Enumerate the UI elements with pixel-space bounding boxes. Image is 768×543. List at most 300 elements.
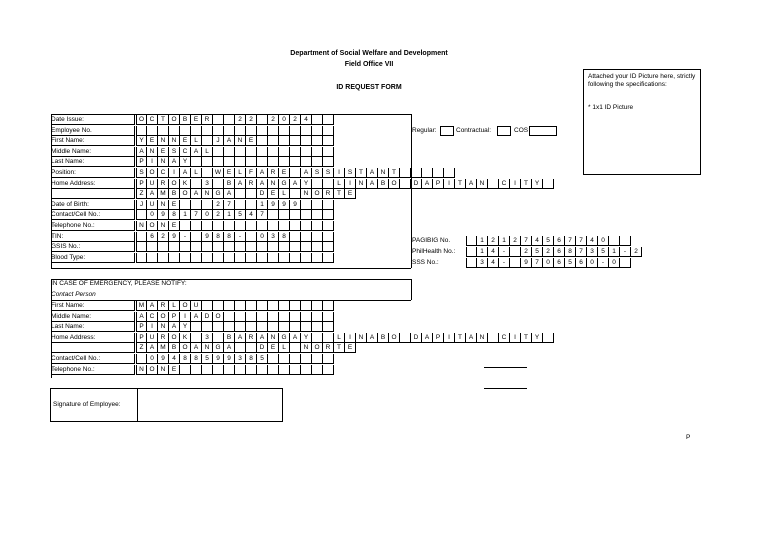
emergency-address-line2-cell[interactable]: E xyxy=(345,343,356,353)
emergency-telephone-no-cell[interactable] xyxy=(323,365,334,375)
date-of-birth-cell[interactable]: U xyxy=(147,200,158,210)
home-address-line1-cell[interactable] xyxy=(400,179,411,189)
home-address-line1-cell[interactable]: B xyxy=(224,179,235,189)
position-cell[interactable]: L xyxy=(235,168,246,178)
gsis-no-cell[interactable] xyxy=(235,242,246,252)
home-address-line1-cell[interactable]: A xyxy=(367,179,378,189)
philhealth-cell[interactable] xyxy=(510,247,521,257)
home-address-line1-cell[interactable] xyxy=(488,179,499,189)
middle-name-cell[interactable]: C xyxy=(180,147,191,157)
emergency-middle-name-cell[interactable]: A xyxy=(191,312,202,322)
emergency-first-name-cell[interactable] xyxy=(224,301,235,311)
date-issue-cell[interactable] xyxy=(224,115,235,125)
emergency-address-line2-cell[interactable] xyxy=(246,343,257,353)
emergency-last-name-cell[interactable] xyxy=(290,322,301,332)
blood-type-cell[interactable] xyxy=(257,253,268,263)
telephone-no-cell[interactable] xyxy=(213,221,224,231)
philhealth-cell[interactable]: 2 xyxy=(521,247,532,257)
date-of-birth-cell[interactable] xyxy=(246,200,257,210)
contact-no-cell[interactable] xyxy=(323,210,334,220)
tin-cell[interactable]: 6 xyxy=(147,232,158,242)
emergency-first-name-cell[interactable] xyxy=(235,301,246,311)
employee-no-cell[interactable] xyxy=(202,126,213,136)
emergency-address-line2-cell[interactable] xyxy=(235,343,246,353)
first-name-cell[interactable] xyxy=(301,136,312,146)
telephone-no-cell[interactable] xyxy=(202,221,213,231)
tin-cell[interactable]: 8 xyxy=(213,232,224,242)
emergency-middle-name-cell[interactable] xyxy=(224,312,235,322)
emergency-telephone-no-cell[interactable] xyxy=(191,365,202,375)
position-cell[interactable]: T xyxy=(389,168,400,178)
emergency-telephone-no-cell[interactable]: O xyxy=(147,365,158,375)
telephone-no-cell[interactable] xyxy=(279,221,290,231)
date-of-birth-cell[interactable] xyxy=(301,200,312,210)
telephone-no-cell[interactable] xyxy=(246,221,257,231)
emergency-middle-name-cell[interactable]: I xyxy=(180,312,191,322)
home-address-line1-cell[interactable]: 3 xyxy=(202,179,213,189)
date-of-birth-cell[interactable]: J xyxy=(136,200,147,210)
blood-type-cell[interactable] xyxy=(169,253,180,263)
emergency-contact-no-cell[interactable] xyxy=(323,354,334,364)
first-name-cell[interactable]: A xyxy=(224,136,235,146)
last-name-cell[interactable] xyxy=(279,157,290,167)
sss-cell[interactable]: 0 xyxy=(543,258,554,268)
home-address-line1-cell[interactable] xyxy=(543,179,554,189)
emergency-address-line1-cell[interactable]: N xyxy=(268,333,279,343)
emergency-middle-name-cell[interactable] xyxy=(301,312,312,322)
last-name-cell[interactable] xyxy=(323,157,334,167)
last-name-cell[interactable] xyxy=(224,157,235,167)
date-issue-cell[interactable] xyxy=(213,115,224,125)
emergency-address-line1-cell[interactable]: Y xyxy=(532,333,543,343)
blood-type-cell[interactable] xyxy=(147,253,158,263)
emergency-telephone-no-cell[interactable] xyxy=(235,365,246,375)
emergency-telephone-no-cell[interactable] xyxy=(301,365,312,375)
blood-type-cell[interactable] xyxy=(301,253,312,263)
sss-cell[interactable]: 5 xyxy=(565,258,576,268)
sss-cell[interactable]: - xyxy=(499,258,510,268)
gsis-no-cell[interactable] xyxy=(257,242,268,252)
pagibig-cell[interactable]: 6 xyxy=(554,236,565,246)
contact-no-cell[interactable] xyxy=(290,210,301,220)
position-cell[interactable]: A xyxy=(301,168,312,178)
emergency-address-line2-cell[interactable]: D xyxy=(257,343,268,353)
gsis-no-cell[interactable] xyxy=(323,242,334,252)
home-address-line1-cell[interactable]: R xyxy=(158,179,169,189)
middle-name-cell[interactable] xyxy=(268,147,279,157)
philhealth-cell[interactable]: 5 xyxy=(532,247,543,257)
cos-checkbox[interactable] xyxy=(529,126,557,136)
employee-no-cell[interactable] xyxy=(323,126,334,136)
philhealth-cell[interactable]: 3 xyxy=(587,247,598,257)
blood-type-cell[interactable] xyxy=(279,253,290,263)
emergency-contact-no-cell[interactable]: 8 xyxy=(191,354,202,364)
sss-cells[interactable] xyxy=(466,258,631,268)
first-name-cell[interactable]: J xyxy=(213,136,224,146)
position-cell[interactable] xyxy=(433,168,444,178)
emergency-address-line1-cell[interactable]: O xyxy=(389,333,400,343)
first-name-cell[interactable]: N xyxy=(169,136,180,146)
home-address-line1-cell[interactable]: D xyxy=(411,179,422,189)
pagibig-cell[interactable]: 7 xyxy=(576,236,587,246)
emergency-address-line1-cell[interactable]: L xyxy=(334,333,345,343)
emergency-last-name-cell[interactable] xyxy=(312,322,323,332)
gsis-no-cell[interactable] xyxy=(158,242,169,252)
last-name-cell[interactable] xyxy=(246,157,257,167)
last-name-cell[interactable] xyxy=(213,157,224,167)
last-name-cell[interactable] xyxy=(235,157,246,167)
gsis-no-cell[interactable] xyxy=(290,242,301,252)
philhealth-cell[interactable]: 1 xyxy=(477,247,488,257)
emergency-telephone-no-cell[interactable] xyxy=(213,365,224,375)
date-of-birth-cell[interactable]: 7 xyxy=(224,200,235,210)
middle-name-cell[interactable] xyxy=(279,147,290,157)
emergency-middle-name-cell[interactable]: C xyxy=(147,312,158,322)
first-name-cell[interactable] xyxy=(279,136,290,146)
emergency-address-line2-cell[interactable]: T xyxy=(334,343,345,353)
last-name-cell[interactable] xyxy=(312,157,323,167)
telephone-no-cell[interactable] xyxy=(268,221,279,231)
tin-cell[interactable]: 8 xyxy=(279,232,290,242)
emergency-first-name-cell[interactable] xyxy=(202,301,213,311)
tin-cell[interactable] xyxy=(290,232,301,242)
emergency-middle-name-cell[interactable] xyxy=(312,312,323,322)
philhealth-cell[interactable]: 4 xyxy=(488,247,499,257)
gsis-no-cell[interactable] xyxy=(147,242,158,252)
philhealth-cell[interactable] xyxy=(466,247,477,257)
middle-name-cell[interactable] xyxy=(224,147,235,157)
first-name-cell[interactable] xyxy=(257,136,268,146)
emergency-first-name-cell[interactable] xyxy=(279,301,290,311)
blood-type-cell[interactable] xyxy=(158,253,169,263)
sss-cell[interactable]: 7 xyxy=(532,258,543,268)
contact-no-cell[interactable]: 1 xyxy=(180,210,191,220)
emergency-address-line1-cell[interactable]: A xyxy=(257,333,268,343)
blood-type-cell[interactable] xyxy=(180,253,191,263)
emergency-address-line1-cell[interactable]: R xyxy=(158,333,169,343)
position-cell[interactable] xyxy=(444,168,455,178)
position-cell[interactable] xyxy=(400,168,411,178)
tin-cell[interactable] xyxy=(191,232,202,242)
emergency-address-line1-cell[interactable]: A xyxy=(235,333,246,343)
date-issue-cell[interactable] xyxy=(257,115,268,125)
home-address-line2-cell[interactable]: G xyxy=(213,189,224,199)
position-cell[interactable]: E xyxy=(224,168,235,178)
telephone-no-cell[interactable] xyxy=(235,221,246,231)
tin-cell[interactable]: - xyxy=(235,232,246,242)
home-address-line1-cell[interactable]: C xyxy=(499,179,510,189)
contact-no-cell[interactable]: 5 xyxy=(235,210,246,220)
contact-no-cell[interactable] xyxy=(268,210,279,220)
telephone-no-cell[interactable] xyxy=(191,221,202,231)
date-issue-cell[interactable]: 4 xyxy=(301,115,312,125)
contact-no-cell[interactable] xyxy=(136,210,147,220)
sss-cell[interactable] xyxy=(510,258,521,268)
employee-no-cell[interactable] xyxy=(213,126,224,136)
emergency-last-name-cell[interactable] xyxy=(235,322,246,332)
gsis-no-cell[interactable] xyxy=(213,242,224,252)
date-of-birth-cell[interactable] xyxy=(235,200,246,210)
emergency-contact-no-cell[interactable] xyxy=(312,354,323,364)
signature-field[interactable] xyxy=(139,389,282,421)
date-of-birth-cell[interactable]: 9 xyxy=(268,200,279,210)
middle-name-cell[interactable] xyxy=(246,147,257,157)
middle-name-cell[interactable]: N xyxy=(147,147,158,157)
emergency-contact-no-cell[interactable] xyxy=(136,354,147,364)
emergency-address-line1-cell[interactable]: P xyxy=(136,333,147,343)
contact-no-cell[interactable] xyxy=(312,210,323,220)
home-address-line1-cell[interactable]: Y xyxy=(532,179,543,189)
emergency-middle-name-cell[interactable] xyxy=(246,312,257,322)
sss-cell[interactable]: 6 xyxy=(554,258,565,268)
middle-name-cell[interactable] xyxy=(290,147,301,157)
emergency-first-name-cell[interactable] xyxy=(312,301,323,311)
emergency-address-line1-cell[interactable]: D xyxy=(411,333,422,343)
employee-no-cell[interactable] xyxy=(180,126,191,136)
emergency-telephone-no-cell[interactable] xyxy=(268,365,279,375)
emergency-address-line1-cell[interactable]: I xyxy=(510,333,521,343)
middle-name-cell[interactable]: S xyxy=(169,147,180,157)
philhealth-cell[interactable]: 6 xyxy=(554,247,565,257)
gsis-no-cell[interactable] xyxy=(268,242,279,252)
position-cell[interactable]: A xyxy=(257,168,268,178)
pagibig-cell[interactable]: 7 xyxy=(565,236,576,246)
contact-no-cell[interactable]: 0 xyxy=(202,210,213,220)
employee-no-cell[interactable] xyxy=(301,126,312,136)
emergency-middle-name-cell[interactable] xyxy=(268,312,279,322)
blood-type-cell[interactable] xyxy=(323,253,334,263)
emergency-address-line1-cell[interactable]: K xyxy=(180,333,191,343)
emergency-address-line2-cell[interactable]: G xyxy=(213,343,224,353)
employee-no-cell[interactable] xyxy=(257,126,268,136)
telephone-no-cell[interactable] xyxy=(224,221,235,231)
date-of-birth-cells[interactable] xyxy=(136,200,334,210)
emergency-address-line2-cells[interactable] xyxy=(136,343,356,353)
last-name-cell[interactable] xyxy=(268,157,279,167)
emergency-address-line2-cell[interactable]: Z xyxy=(136,343,147,353)
date-of-birth-cell[interactable]: 2 xyxy=(213,200,224,210)
telephone-no-cell[interactable]: E xyxy=(169,221,180,231)
home-address-line2-cell[interactable]: D xyxy=(257,189,268,199)
tin-cell[interactable]: 9 xyxy=(202,232,213,242)
position-cell[interactable] xyxy=(202,168,213,178)
employee-no-cell[interactable] xyxy=(224,126,235,136)
first-name-cell[interactable] xyxy=(312,136,323,146)
date-issue-cell[interactable]: O xyxy=(136,115,147,125)
emergency-middle-name-cell[interactable] xyxy=(323,312,334,322)
last-name-cell[interactable]: P xyxy=(136,157,147,167)
contact-no-cell[interactable] xyxy=(279,210,290,220)
emergency-middle-name-cell[interactable]: D xyxy=(202,312,213,322)
emergency-first-name-cell[interactable] xyxy=(213,301,224,311)
home-address-line2-cell[interactable] xyxy=(290,189,301,199)
position-cell[interactable]: T xyxy=(356,168,367,178)
pagibig-cell[interactable]: 2 xyxy=(488,236,499,246)
employee-no-cell[interactable] xyxy=(279,126,290,136)
date-of-birth-cell[interactable] xyxy=(312,200,323,210)
middle-name-cell[interactable] xyxy=(235,147,246,157)
emergency-address-line1-cell[interactable]: T xyxy=(455,333,466,343)
home-address-line1-cell[interactable]: A xyxy=(257,179,268,189)
gsis-no-cell[interactable] xyxy=(224,242,235,252)
emergency-last-name-cell[interactable]: N xyxy=(158,322,169,332)
blood-type-cell[interactable] xyxy=(312,253,323,263)
philhealth-cell[interactable]: 5 xyxy=(598,247,609,257)
emergency-address-line2-cell[interactable]: L xyxy=(279,343,290,353)
last-name-cell[interactable]: Y xyxy=(180,157,191,167)
emergency-contact-no-cell[interactable]: 9 xyxy=(158,354,169,364)
position-cells[interactable] xyxy=(136,168,455,178)
gsis-no-cells[interactable] xyxy=(136,242,334,252)
home-address-line2-cell[interactable]: M xyxy=(158,189,169,199)
gsis-no-cell[interactable] xyxy=(136,242,147,252)
emergency-address-line2-cell[interactable]: N xyxy=(301,343,312,353)
philhealth-cell[interactable]: - xyxy=(620,247,631,257)
telephone-no-cells[interactable] xyxy=(136,221,334,231)
home-address-line1-cell[interactable]: B xyxy=(378,179,389,189)
position-cell[interactable]: S xyxy=(345,168,356,178)
gsis-no-cell[interactable] xyxy=(279,242,290,252)
telephone-no-cell[interactable] xyxy=(301,221,312,231)
date-issue-cell[interactable]: 2 xyxy=(235,115,246,125)
contact-no-cell[interactable]: 8 xyxy=(169,210,180,220)
pagibig-cell[interactable] xyxy=(466,236,477,246)
emergency-last-name-cells[interactable] xyxy=(136,322,334,332)
position-cell[interactable]: F xyxy=(246,168,257,178)
emergency-telephone-no-cell[interactable] xyxy=(180,365,191,375)
emergency-middle-name-cell[interactable]: O xyxy=(158,312,169,322)
emergency-first-name-cell[interactable]: R xyxy=(158,301,169,311)
employee-no-cell[interactable] xyxy=(246,126,257,136)
emergency-address-line2-cell[interactable]: R xyxy=(323,343,334,353)
emergency-address-line2-cell[interactable]: A xyxy=(224,343,235,353)
tin-cell[interactable]: 3 xyxy=(268,232,279,242)
employee-no-cell[interactable] xyxy=(136,126,147,136)
philhealth-cell[interactable]: - xyxy=(499,247,510,257)
last-name-cells[interactable] xyxy=(136,157,334,167)
emergency-first-name-cell[interactable] xyxy=(323,301,334,311)
tin-cell[interactable] xyxy=(136,232,147,242)
emergency-contact-no-cell[interactable]: 8 xyxy=(180,354,191,364)
emergency-first-name-cell[interactable] xyxy=(301,301,312,311)
date-of-birth-cell[interactable]: 9 xyxy=(290,200,301,210)
philhealth-cells[interactable] xyxy=(466,247,642,257)
home-address-line1-cell[interactable]: A xyxy=(466,179,477,189)
home-address-line1-cells[interactable] xyxy=(136,179,554,189)
pagibig-cell[interactable]: 4 xyxy=(587,236,598,246)
home-address-line1-cell[interactable]: R xyxy=(246,179,257,189)
home-address-line1-cell[interactable]: Y xyxy=(301,179,312,189)
home-address-line1-cell[interactable]: N xyxy=(268,179,279,189)
emergency-telephone-no-cell[interactable] xyxy=(279,365,290,375)
emergency-last-name-cell[interactable]: P xyxy=(136,322,147,332)
emergency-last-name-cell[interactable] xyxy=(279,322,290,332)
emergency-telephone-no-cell[interactable]: N xyxy=(158,365,169,375)
sss-cell[interactable]: 0 xyxy=(609,258,620,268)
emergency-contact-no-cell[interactable]: 5 xyxy=(257,354,268,364)
first-name-cell[interactable] xyxy=(268,136,279,146)
emergency-address-line1-cell[interactable] xyxy=(191,333,202,343)
emergency-first-name-cell[interactable] xyxy=(268,301,279,311)
emergency-address-line1-cell[interactable]: G xyxy=(279,333,290,343)
emergency-address-line1-cell[interactable] xyxy=(213,333,224,343)
date-issue-cell[interactable]: R xyxy=(202,115,213,125)
middle-name-cell[interactable] xyxy=(301,147,312,157)
emergency-contact-no-cell[interactable]: 5 xyxy=(202,354,213,364)
last-name-cell[interactable] xyxy=(202,157,213,167)
date-issue-cell[interactable]: E xyxy=(191,115,202,125)
emergency-address-line1-cell[interactable]: C xyxy=(499,333,510,343)
emergency-address-line1-cell[interactable]: N xyxy=(356,333,367,343)
emergency-address-line1-cell[interactable]: T xyxy=(521,333,532,343)
position-cell[interactable]: O xyxy=(147,168,158,178)
emergency-last-name-cell[interactable] xyxy=(268,322,279,332)
emergency-address-line1-cell[interactable]: A xyxy=(466,333,477,343)
date-of-birth-cell[interactable]: 9 xyxy=(279,200,290,210)
emergency-last-name-cell[interactable]: I xyxy=(147,322,158,332)
date-of-birth-cell[interactable] xyxy=(202,200,213,210)
blood-type-cell[interactable] xyxy=(246,253,257,263)
position-cell[interactable]: I xyxy=(334,168,345,178)
blood-type-cell[interactable] xyxy=(290,253,301,263)
middle-name-cell[interactable] xyxy=(213,147,224,157)
home-address-line2-cell[interactable]: L xyxy=(279,189,290,199)
gsis-no-cell[interactable] xyxy=(180,242,191,252)
emergency-middle-name-cell[interactable]: P xyxy=(169,312,180,322)
employee-no-cells[interactable] xyxy=(136,126,334,136)
date-issue-cell[interactable]: C xyxy=(147,115,158,125)
home-address-line2-cell[interactable]: N xyxy=(301,189,312,199)
home-address-line1-cell[interactable]: I xyxy=(345,179,356,189)
pagibig-cell[interactable]: 5 xyxy=(543,236,554,246)
pagibig-cells[interactable] xyxy=(466,236,631,246)
pagibig-cell[interactable]: 1 xyxy=(499,236,510,246)
emergency-address-line1-cell[interactable]: N xyxy=(477,333,488,343)
emergency-first-name-cells[interactable] xyxy=(136,301,334,311)
emergency-first-name-cell[interactable] xyxy=(246,301,257,311)
first-name-cell[interactable]: E xyxy=(180,136,191,146)
last-name-cell[interactable]: I xyxy=(147,157,158,167)
first-name-cell[interactable]: Y xyxy=(136,136,147,146)
emergency-address-line1-cell[interactable]: A xyxy=(367,333,378,343)
first-name-cell[interactable]: N xyxy=(158,136,169,146)
tin-cell[interactable]: 2 xyxy=(158,232,169,242)
telephone-no-cell[interactable] xyxy=(290,221,301,231)
sss-cell[interactable] xyxy=(466,258,477,268)
emergency-middle-name-cell[interactable]: O xyxy=(213,312,224,322)
home-address-line1-cell[interactable]: L xyxy=(334,179,345,189)
date-of-birth-cell[interactable] xyxy=(323,200,334,210)
home-address-line2-cell[interactable]: O xyxy=(312,189,323,199)
emergency-last-name-cell[interactable] xyxy=(257,322,268,332)
blood-type-cell[interactable] xyxy=(235,253,246,263)
tin-cell[interactable] xyxy=(312,232,323,242)
emergency-middle-name-cell[interactable]: A xyxy=(136,312,147,322)
home-address-line2-cell[interactable]: T xyxy=(334,189,345,199)
home-address-line1-cell[interactable]: I xyxy=(444,179,455,189)
position-cell[interactable]: A xyxy=(367,168,378,178)
home-address-line1-cell[interactable]: A xyxy=(290,179,301,189)
home-address-line1-cell[interactable]: T xyxy=(521,179,532,189)
gsis-no-cell[interactable] xyxy=(301,242,312,252)
tin-cell[interactable] xyxy=(301,232,312,242)
pagibig-cell[interactable]: 2 xyxy=(510,236,521,246)
position-cell[interactable]: E xyxy=(279,168,290,178)
first-name-cell[interactable] xyxy=(290,136,301,146)
contact-no-cell[interactable]: 7 xyxy=(191,210,202,220)
emergency-last-name-cell[interactable]: A xyxy=(169,322,180,332)
gsis-no-cell[interactable] xyxy=(169,242,180,252)
